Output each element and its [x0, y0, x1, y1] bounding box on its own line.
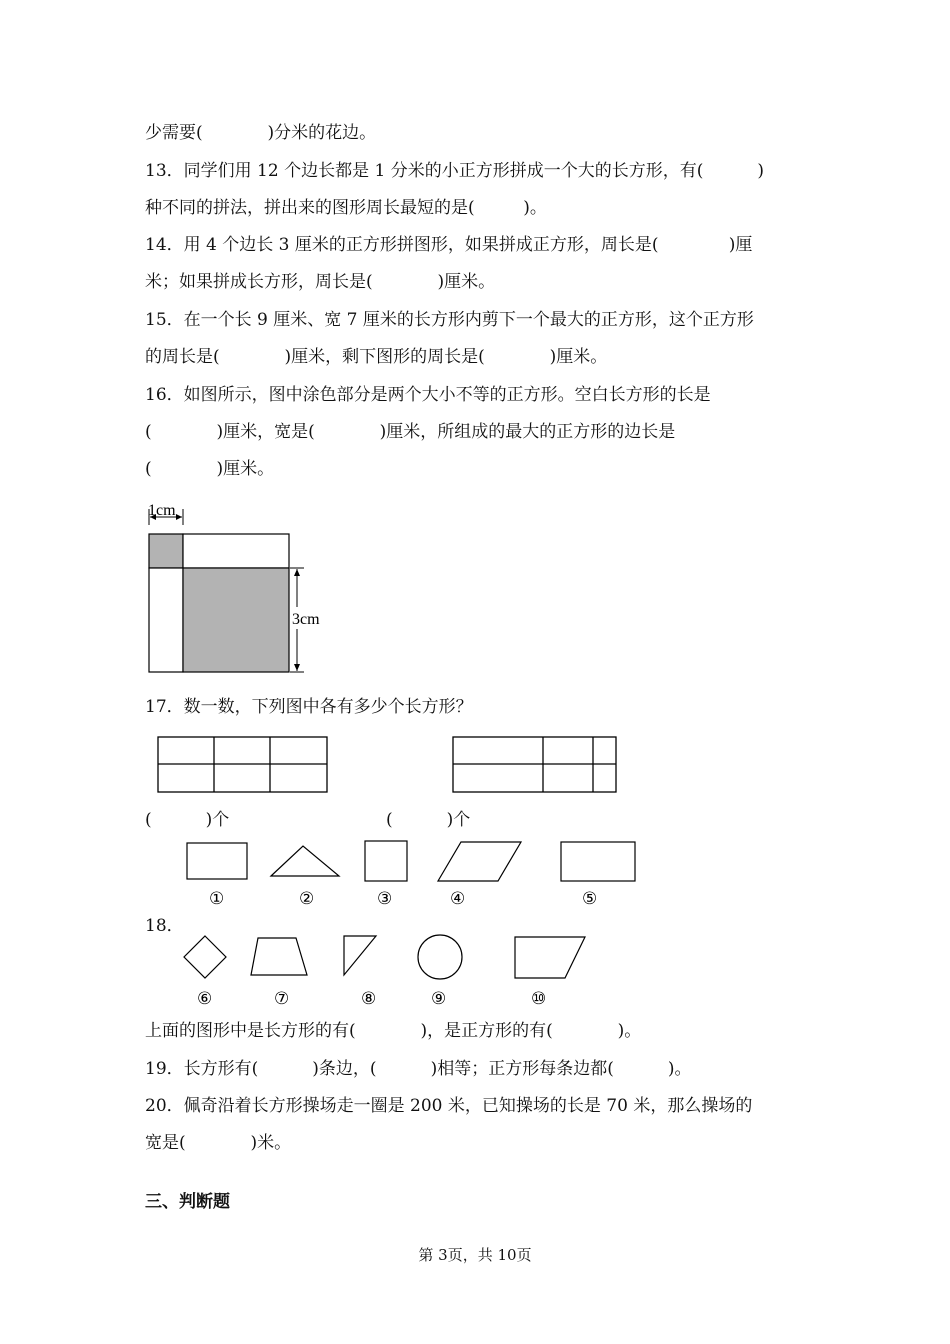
section-title: 三、判断题	[145, 1192, 230, 1212]
shape-9-circle	[418, 935, 462, 979]
label-3: ③	[377, 889, 393, 908]
label-8: ⑧	[361, 989, 377, 1008]
question-18-text: 上面的图形中是长方形的有( )，是正方形的有( )。	[145, 1021, 642, 1041]
shape-5-rectangle	[561, 842, 635, 881]
text-line-q15-b: 的周长是( )厘米，剩下图形的周长是( )厘米。	[145, 347, 608, 367]
left-blank-rectangle	[149, 568, 183, 672]
page-footer: 第 3页，共 10页	[418, 1246, 532, 1264]
label-10: ⑩	[531, 989, 547, 1008]
label-2: ②	[299, 889, 315, 908]
question-19: 19．长方形有( )条边，( )相等；正方形每条边都( )。	[145, 1059, 692, 1079]
text-line-q14-a: 14．用 4 个边长 3 厘米的正方形拼图形，如果拼成正方形，周长是( )厘	[145, 235, 753, 255]
rectangle-grid-right	[452, 736, 618, 794]
question-17: 17．数一数，下列图中各有多少个长方形？	[145, 697, 473, 717]
top-blank-rectangle	[183, 534, 289, 568]
answer-17-right: ( )个	[386, 810, 471, 830]
answer-17-left: ( )个	[145, 810, 230, 830]
text-line-q16-c: ( )厘米。	[145, 459, 275, 479]
shape-2-triangle	[271, 846, 339, 876]
shape-3-square	[365, 841, 407, 881]
text-line-q13-b: 种不同的拼法，拼出来的图形周长最短的是( )。	[145, 198, 547, 218]
label-3cm: 3cm	[292, 611, 320, 628]
label-5: ⑤	[582, 889, 598, 908]
label-4: ④	[450, 889, 466, 908]
question-20-line-1: 20．佩奇沿着长方形操场走一圈是 200 米，已知操场的长是 70 米，那么操场的	[145, 1096, 753, 1116]
shape-4-parallelogram	[438, 842, 521, 881]
shape-7-trapezoid	[251, 938, 307, 975]
small-shaded-square	[149, 534, 183, 568]
shape-8-triangle	[344, 936, 376, 975]
text-line-q13-a: 13．同学们用 12 个边长都是 1 分米的小正方形拼成一个大的长方形，有( )	[145, 161, 764, 181]
shapes-row-1	[180, 836, 650, 912]
label-7: ⑦	[274, 989, 290, 1008]
text-line-q12-end: 少需要( )分米的花边。	[145, 123, 377, 143]
text-line-q14-b: 米；如果拼成长方形，周长是( )厘米。	[145, 272, 496, 292]
large-shaded-square	[183, 568, 289, 672]
label-9: ⑨	[431, 989, 447, 1008]
label-1: ①	[209, 889, 225, 908]
label-1cm: 1cm	[148, 502, 176, 519]
question-20-line-2: 宽是( )米。	[145, 1133, 292, 1153]
text-line-q16-a: 16．如图所示，图中涂色部分是两个大小不等的正方形。空白长方形的长是	[145, 385, 711, 405]
shape-10-right-trapezoid	[515, 937, 585, 978]
shape-1-rectangle	[187, 843, 247, 879]
question-18-number: 18．	[145, 916, 184, 936]
label-6: ⑥	[197, 989, 213, 1008]
text-line-q15-a: 15．在一个长 9 厘米、宽 7 厘米的长方形内剪下一个最大的正方形，这个正方形	[145, 310, 754, 330]
rectangle-grid-left	[157, 736, 329, 794]
text-line-q16-b: ( )厘米，宽是( )厘米，所组成的最大的正方形的边长是	[145, 422, 676, 442]
square-composition-figure	[140, 495, 340, 680]
shapes-row-2	[180, 930, 600, 1010]
shape-6-tilted-square	[184, 936, 226, 978]
